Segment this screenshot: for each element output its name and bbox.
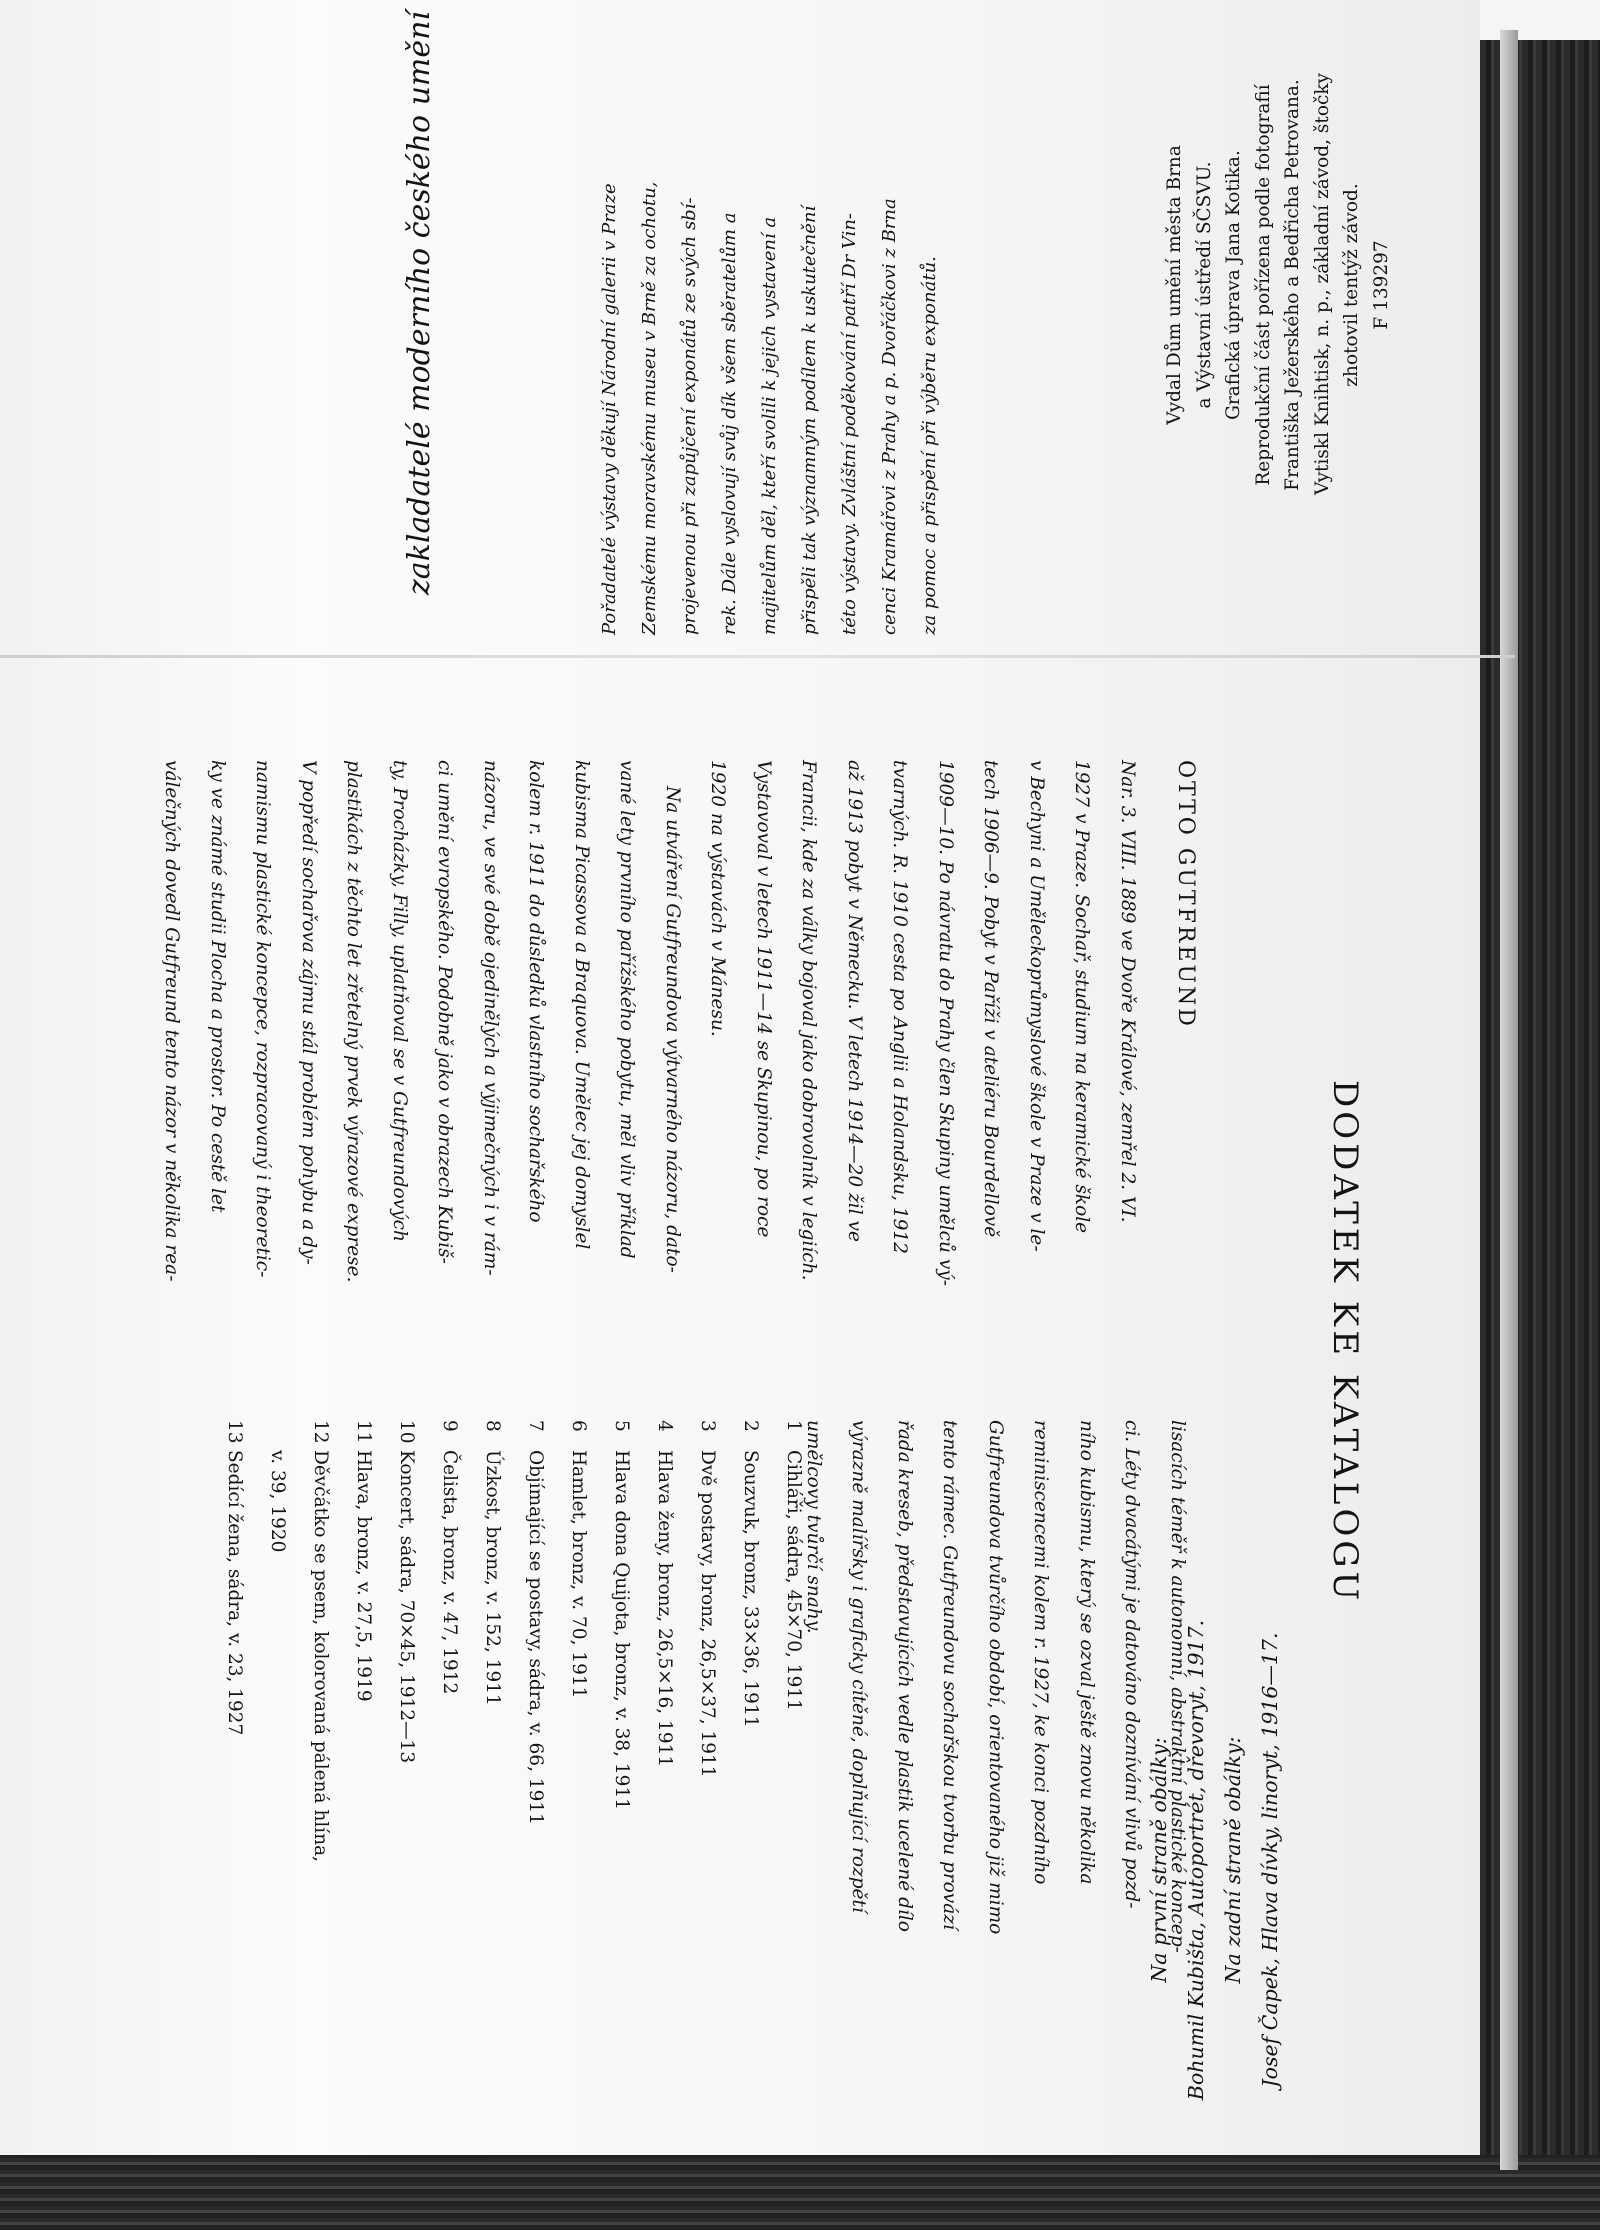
bio-line: Vystavoval v letech 1911—14 se Skupinou, po roce — [753, 760, 774, 1238]
bio-line: umělcovy tvůrčí snahy. — [803, 1420, 824, 1634]
work-description: Cihláři, sádra, 45×70, 1911 — [783, 1450, 804, 1711]
bio-line: ky ve známé studii Plocha a prostor. Po cestě let — [207, 760, 228, 1213]
work-description: Objímající se postavy, sádra, v. 66, 1911 — [525, 1450, 546, 1825]
work-number: 12 — [310, 1420, 331, 1444]
work-number: 7 — [525, 1420, 546, 1432]
works-list — [213, 1420, 815, 2060]
thanks-line: Zemskému moravskému museu v Brně za ochotu, — [639, 181, 660, 635]
work-description: Dvě postavy, bronz, 26,5×37, 1911 — [697, 1450, 718, 1778]
bio-line: kubisma Picassova a Braquova. Umělec jej domyslel — [571, 760, 592, 1250]
thanks-line: cenci Kramářovi z Prahy a p. Dvořáčkovi z Brna — [879, 198, 900, 635]
upper-page-rotated — [0, 0, 1515, 655]
thanks-line: přispěli tak významným podílem k uskutečnění — [799, 205, 820, 635]
imprint-line: zhotovil tentýž závod. — [1341, 183, 1362, 387]
credits-line: Na první straně obálky: — [1147, 1737, 1171, 1983]
work-description: Sedící žena, sádra, v. 23, 1927 — [224, 1450, 245, 1736]
bio-line: Nar. 3. VIII. 1889 ve Dvoře Králové, zemřel 2. VI. — [1117, 760, 1138, 1223]
work-number: 8 — [482, 1420, 503, 1432]
work-item — [213, 1420, 256, 2060]
work-number: 9 — [439, 1420, 460, 1432]
work-number: 3 — [697, 1420, 718, 1432]
bio-line: ty, Procházky, Filly, uplatňoval se v Gutfreundových — [389, 760, 410, 1242]
credits-line: Bohumil Kubišta, Autoportrét, dřevoryt, 1917. — [1184, 1619, 1208, 2101]
work-number: 13 — [224, 1420, 245, 1444]
work-description-continued: v. 39, 1920 — [267, 1450, 288, 1553]
bio-line: 1920 na výstavách v Mánesu. — [707, 760, 729, 1037]
imprint-line: Františka Ježerského a Bedřicha Petrovana. — [1282, 79, 1303, 491]
work-number: 4 — [654, 1420, 675, 1432]
work-item — [729, 1420, 772, 2060]
bio-line: válečných dovedl Gutfreund tento názor v několika rea- — [161, 760, 183, 1282]
work-item — [342, 1420, 385, 2060]
work-item — [471, 1420, 514, 2060]
imprint-line: a Výstavní ústředí SČSVU. — [1193, 161, 1215, 409]
bio-line: tech 1906—9. Pobyt v Paříži v ateliéru Bourdellově — [980, 760, 1002, 1238]
thanks-line: této výstavy. Zvláštní poděkování patří Dr Vin- — [839, 212, 860, 635]
work-description: Koncert, sádra, 70×45, 1912—13 — [396, 1450, 417, 1764]
work-description: Úzkost, bronz, v. 152, 1911 — [482, 1450, 503, 1706]
author-name: OTTO GUTFREUND — [1173, 760, 1198, 1029]
work-description: Hamlet, bronz, v. 70, 1911 — [568, 1450, 589, 1699]
work-description: Děvčátko se psem, kolorovaná pálená hlína, — [310, 1450, 331, 1863]
thanks-line: za pomoc a přispění při výběru exponátů. — [919, 256, 940, 635]
work-item — [686, 1420, 729, 2060]
bio-line: vané lety prvního pařížského pobytu, měl vliv příklad — [616, 760, 638, 1259]
work-number: 2 — [740, 1420, 761, 1432]
bio-line: reminiscencemi kolem r. 1927, ke konci pozdního — [1030, 1420, 1052, 1885]
bio-line: Na utváření Gutfreundova výtvarného názoru, dato- — [662, 786, 683, 1273]
biography-continued — [791, 1420, 1201, 2060]
work-description: Souzvuk, bronz, 33×36, 1911 — [740, 1450, 761, 1728]
imprint-line: Reprodukční část pořízena podle fotografií — [1252, 84, 1274, 486]
work-description: Hlava, bronz, v. 27,5, 1919 — [353, 1450, 374, 1702]
bio-line: Gutfreundova tvůrčího období, orientovaného již mimo — [985, 1420, 1006, 1935]
work-item — [772, 1420, 815, 2060]
bio-line: Francii, kde za války bojoval jako dobrovolník v legiích. — [798, 760, 820, 1281]
bio-line: 1927 v Praze. Sochař, studium na keramické škole — [1071, 760, 1093, 1234]
bio-line: ci umění evropského. Podobně jako v obrazech Kubiš- — [434, 760, 456, 1264]
work-item — [385, 1420, 428, 2060]
work-item — [600, 1420, 643, 2060]
bio-line: ci. Léty dvacátými je datováno doznívání vlivů pozd- — [1121, 1420, 1143, 1909]
thanks-line: rek. Dále vyslovují svůj dík všem sběratelům a — [719, 212, 740, 635]
work-item — [557, 1420, 600, 2060]
bio-line: lisacích téměř k autonomní, abstraktní plastické koncep- — [1167, 1420, 1188, 1953]
bio-line: výrazně malířsky i graficky cítěné, doplňující rozpětí — [848, 1420, 870, 1913]
work-number: 1 — [783, 1420, 804, 1432]
founders-title: zakladatelé moderního českého umění — [402, 10, 437, 595]
work-item — [643, 1420, 686, 2060]
work-item — [428, 1420, 471, 2060]
work-description: Hlava dona Quijota, bronz, v. 38, 1911 — [611, 1450, 632, 1810]
work-number: 6 — [568, 1420, 589, 1432]
imprint-line: Vydal Dům umění města Brna — [1164, 145, 1185, 425]
work-description: Čelista, bronz, v. 47, 1912 — [439, 1450, 460, 1695]
bio-line: v Bechyni a Uměleckoprůmyslové škole v Praze v le- — [1026, 760, 1047, 1252]
work-description: Hlava ženy, bronz, 26,5×16, 1911 — [654, 1450, 675, 1768]
bio-line: až 1913 pobyt v Německu. V letech 1914—20 žil ve — [844, 760, 865, 1242]
thanks-paragraph — [590, 35, 950, 635]
bio-line: namismu plastické koncepce, rozpracovaný i theoretic- — [252, 760, 274, 1278]
bio-line: kolem r. 1911 do důsledků vlastního sochařského — [525, 760, 547, 1223]
imprint-line: Vytiskl Knihtisk, n. p., základní závod, štočky — [1311, 72, 1333, 495]
bio-line: 1909—10. Po návratu do Prahy člen Skupiny umělců vý- — [935, 760, 956, 1286]
work-number: 10 — [396, 1420, 417, 1444]
credits-line: Na zadní straně obálky: — [1221, 1736, 1245, 1984]
bio-line: plastikách z těchto let zřetelný prvek výrazové exprese. — [343, 760, 365, 1283]
thanks-line: majitelům děl, kteří svolili k jejich vystavení a — [759, 216, 780, 635]
credits-line: Josef Čapek, Hlava dívky, linoryt, 1916—17. — [1258, 1632, 1282, 2088]
bio-line: V popředí sochařova zájmu stál problém pohybu a dy- — [298, 760, 319, 1265]
work-number: 11 — [353, 1420, 374, 1444]
imprint — [1160, 72, 1396, 495]
bio-line: názoru, ve své době ojedinělých a výjimečných i v rám- — [480, 760, 501, 1276]
thanks-line: Pořadatelé výstavy děkují Národní galerii v Praze — [599, 183, 620, 635]
bio-line: tvarných. R. 1910 cesta po Anglii a Holandsku, 1912 — [889, 760, 911, 1254]
work-item — [299, 1420, 342, 2060]
imprint-line: F 139297 — [1370, 240, 1392, 330]
bio-line: ního kubismu, který se ozval ještě znovu několika — [1076, 1420, 1097, 1885]
bio-line: řada kreseb, představujících vedle plastik ucelené dílo — [894, 1420, 915, 1932]
catalogue-title: DODATEK KE KATALOGU — [1325, 1080, 1365, 1605]
bio-line: tento rámec. Gutfreundovu sochařskou tvorbu provází — [939, 1420, 961, 1930]
thanks-line: projevenou při zapůjčení exponátů ze svých sbí- — [679, 197, 700, 635]
imprint-line: Grafická úprava Jana Kotika. — [1223, 150, 1244, 420]
work-number: 5 — [611, 1420, 632, 1432]
work-item — [514, 1420, 557, 2060]
